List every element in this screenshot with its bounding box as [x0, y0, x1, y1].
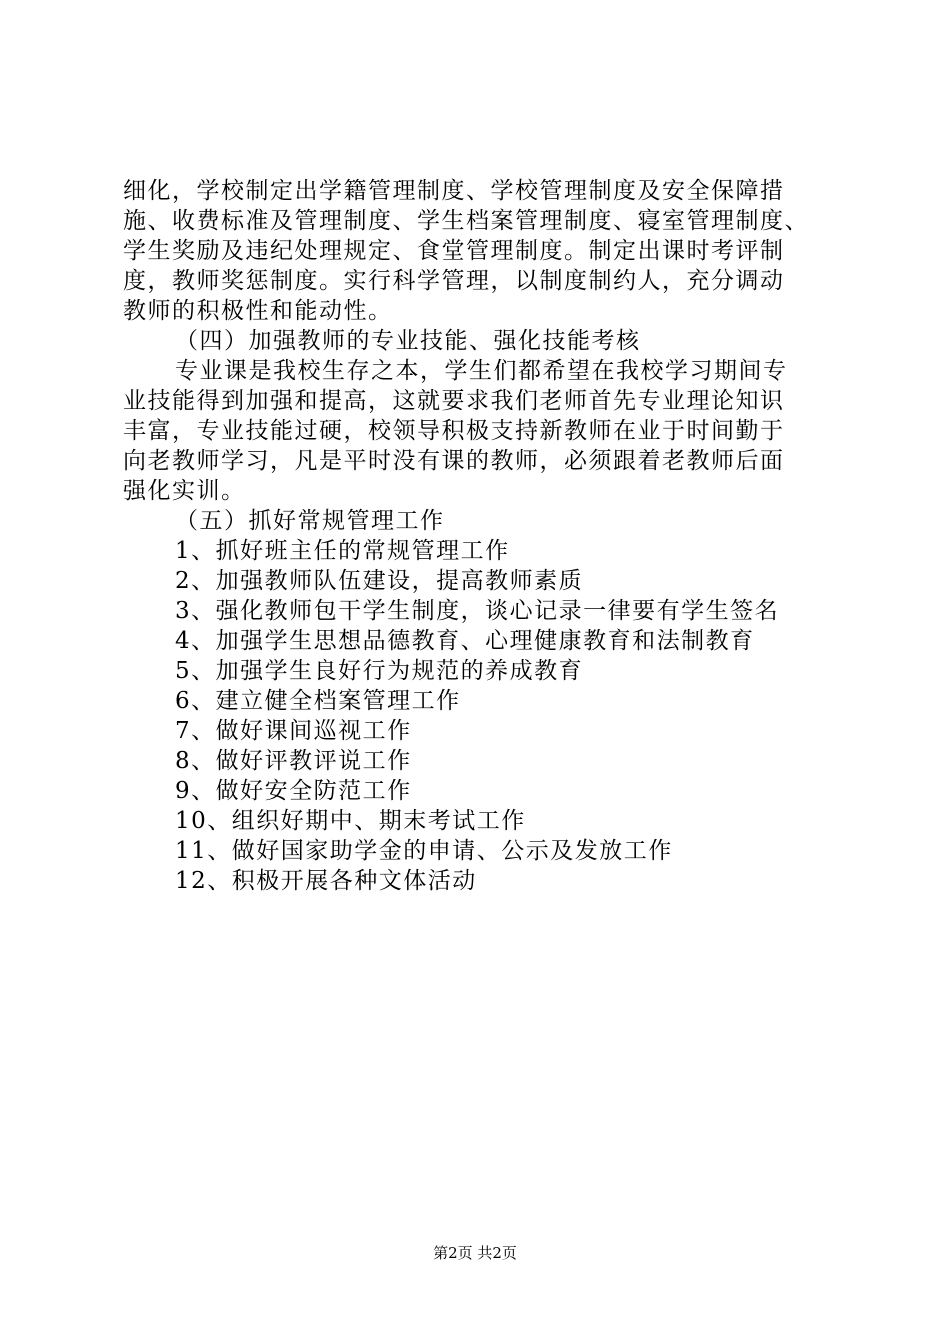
text-line: 向老教师学习，凡是平时没有课的教师，必须跟着老教师后面 [123, 448, 785, 474]
routine-work-list [123, 536, 833, 896]
text-line: 强化实训。 [123, 478, 246, 504]
list-item: 7、做好课间巡视工作 [175, 718, 412, 744]
text-line: 专业课是我校生存之本，学生们都希望在我校学习期间专 [175, 358, 788, 384]
list-item: 5、加强学生良好行为规范的养成教育 [175, 658, 584, 684]
list-item: 1、抓好班主任的常规管理工作 [175, 538, 510, 564]
section-heading-5: （五）抓好常规管理工作 [175, 508, 445, 534]
text-line: 教师的积极性和能动性。 [123, 298, 393, 324]
text-line: 学生奖励及违纪处理规定、食堂管理制度。制定出课时考评制 [123, 238, 785, 264]
paragraph-management-system [123, 176, 833, 326]
text-line: 度，教师奖惩制度。实行科学管理，以制度制约人，充分调动 [123, 268, 785, 294]
list-item: 10、组织好期中、期末考试工作 [175, 808, 526, 834]
text-line: 丰富，专业技能过硬，校领导积极支持新教师在业于时间勤于 [123, 418, 785, 444]
text-line: 业技能得到加强和提高，这就要求我们老师首先专业理论知识 [123, 388, 785, 414]
list-item: 11、做好国家助学金的申请、公示及发放工作 [175, 838, 673, 864]
page-number-footer: 第2页 共2页 [433, 1244, 517, 1262]
paragraph-professional-skills [123, 356, 833, 506]
document-body [123, 176, 833, 896]
text-line: 施、收费标准及管理制度、学生档案管理制度、寝室管理制度、 [123, 208, 809, 234]
list-item: 4、加强学生思想品德教育、心理健康教育和法制教育 [175, 628, 755, 654]
list-item: 2、加强教师队伍建设，提高教师素质 [175, 568, 584, 594]
list-item: 6、建立健全档案管理工作 [175, 688, 461, 714]
list-item: 8、做好评教评说工作 [175, 748, 412, 774]
list-item: 9、做好安全防范工作 [175, 778, 412, 804]
list-item: 12、积极开展各种文体活动 [175, 868, 477, 894]
text-line: 细化，学校制定出学籍管理制度、学校管理制度及安全保障措 [123, 178, 785, 204]
list-item: 3、强化教师包干学生制度，谈心记录一律要有学生签名 [175, 598, 780, 624]
section-heading-4: （四）加强教师的专业技能、强化技能考核 [175, 328, 641, 354]
